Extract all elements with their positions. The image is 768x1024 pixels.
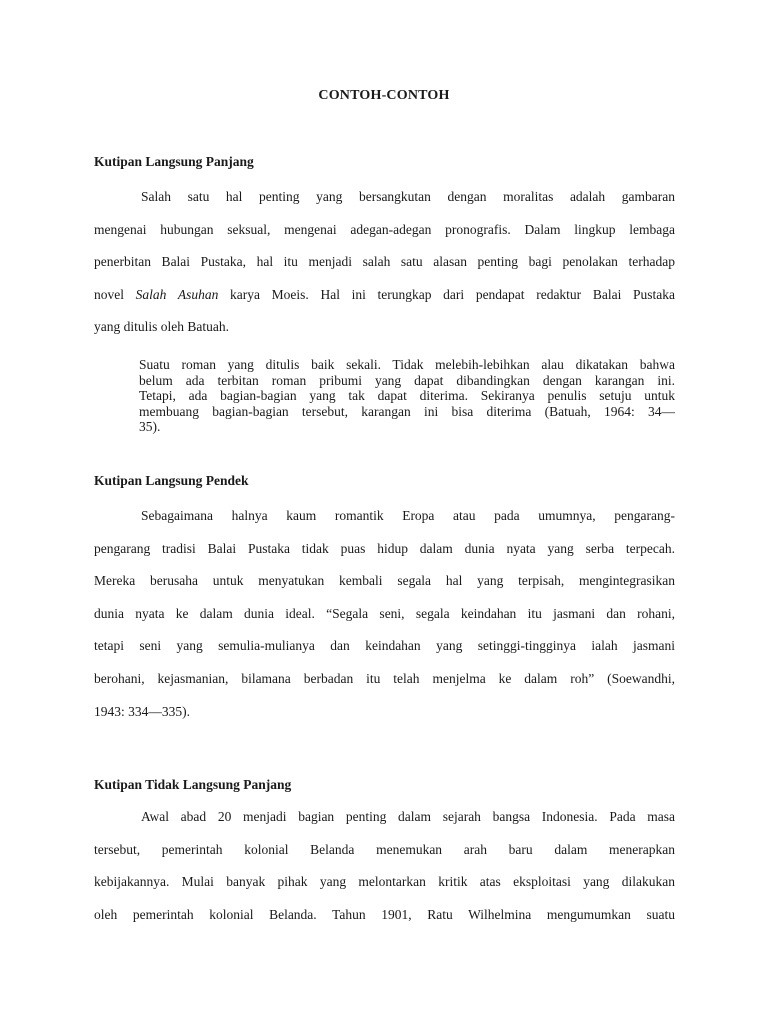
paragraph-line: penerbitan Balai Pustaka, hal itu menjadi salah satu alasan penting bagi penolakan terhadap [94,254,675,270]
paragraph-line: Salah satu hal penting yang bersangkutan dengan moralitas adalah gambaran [141,189,675,204]
paragraph-line: Awal abad 20 menjadi bagian penting dalam sejarah bangsa Indonesia. Pada masa [141,809,675,824]
paragraph-line: berohani, kejasmanian, bilamana berbadan itu telah menjelma ke dalam roh” (Soewandhi, [94,670,675,686]
paragraph-line: tetapi seni yang semulia-mulianya dan keindahan yang setinggi-tingginya ialah jasmani [94,638,675,654]
paragraph-line: dunia nyata ke dalam dunia ideal. “Segala seni, segala keindahan itu jasmani dan rohani, [94,605,675,621]
paragraph-line: mengenai hubungan seksual, mengenai adegan-adegan pronografis. Dalam lingkup lembaga [94,221,675,237]
body-paragraph [94,181,675,344]
book-title: Salah Asuhan [135,286,219,302]
paragraph-line: Sebagaimana halnya kaum romantik Eropa atau pada umumnya, pengarang- [141,508,675,523]
section-heading: Kutipan Tidak Langsung Panjang [94,777,292,792]
body-paragraph [94,801,675,931]
quote-line: membuang bagian-bagian tersebut, karangan ini bisa diterima (Batuah, 1964: 34— [139,403,675,419]
block-quote [139,357,675,435]
quote-line: Suatu roman yang ditulis baik sekali. Tidak melebih-lebihkan alau dikatakan bahwa [139,357,675,372]
quote-line: Tetapi, ada bagian-bagian yang tak dapat diterima. Sekiranya penulis setuju untuk [139,388,675,404]
paragraph-line: yang ditulis oleh Batuah. [94,319,229,335]
paragraph-line: novel Salah Asuhan karya Moeis. Hal ini terungkap dari pendapat redaktur Balai Pustaka [94,286,675,302]
quote-line: belum ada terbitan roman pribumi yang dapat dibandingkan dengan karangan ini. [139,372,675,388]
section-heading: Kutipan Langsung Panjang [94,154,254,169]
paragraph-line: pengarang tradisi Balai Pustaka tidak puas hidup dalam dunia nyata yang serba terpecah. [94,540,675,556]
paragraph-line: Mereka berusaha untuk menyatukan kembali segala hal yang terpisah, mengintegrasikan [94,573,675,589]
section-heading: Kutipan Langsung Pendek [94,473,249,488]
paragraph-line: 1943: 334—335). [94,703,190,719]
paragraph-line: oleh pemerintah kolonial Belanda. Tahun 1901, Ratu Wilhelmina mengumumkan suatu [94,906,675,922]
paragraph-line: tersebut, pemerintah kolonial Belanda menemukan arah baru dalam menerapkan [94,841,675,857]
body-paragraph [94,500,675,728]
page-title: CONTOH-CONTOH [318,88,450,103]
paragraph-line: kebijakannya. Mulai banyak pihak yang melontarkan kritik atas eksploitasi yang dilakukan [94,874,675,890]
quote-line: 35). [139,419,161,435]
